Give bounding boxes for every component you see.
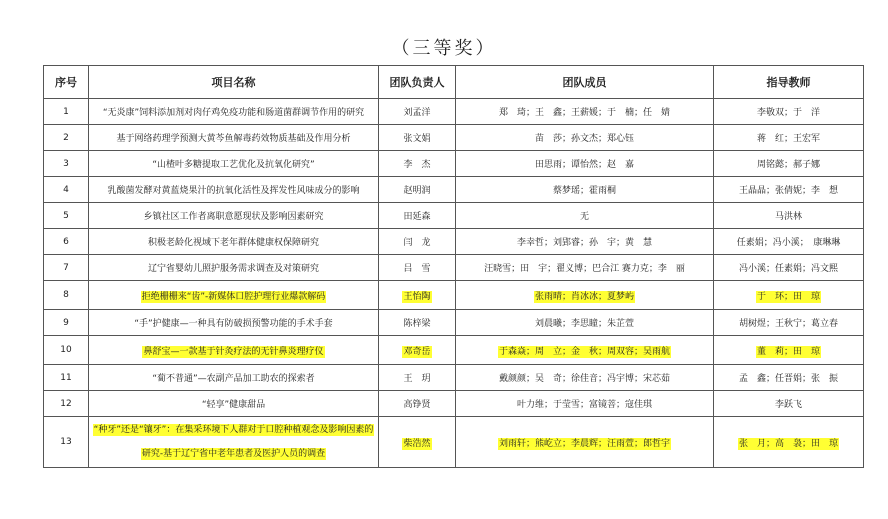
cell-teachers xyxy=(714,336,864,365)
cell-leader xyxy=(379,255,456,281)
header-leader: 团队负责人 xyxy=(379,66,456,99)
cell-members-text: 于森焱；周 立；金 秋；周双容；吴雨航 xyxy=(498,346,670,357)
cell-name-line2: 研究-基于辽宁省中老年患者及医护人员的调查 xyxy=(141,449,326,459)
cell-members-text: 汪晓雪；田 宇；翟义博；巴合江 赛力克；李 丽 xyxy=(484,264,685,274)
cell-teachers xyxy=(714,151,864,177)
cell-name-text: 辽宁省婴幼儿照护服务需求调查及对策研究 xyxy=(147,264,319,274)
cell-members-text: 田思雨；谭怡然；赵 嘉 xyxy=(534,160,634,170)
cell-name xyxy=(89,203,379,229)
cell-seq-text: 2 xyxy=(63,132,69,143)
cell-seq xyxy=(44,391,89,417)
cell-leader xyxy=(379,229,456,255)
cell-members-text: 李幸哲；刘郢睿；孙 宇；黄 慧 xyxy=(516,238,652,248)
cell-name xyxy=(89,255,379,281)
cell-members-text: 刘晨曦；李思瞳；朱芷萱 xyxy=(534,319,634,329)
cell-teachers-text: 蒋 红；王宏军 xyxy=(756,134,820,144)
cell-members-text: 无 xyxy=(579,212,589,222)
cell-teachers xyxy=(714,310,864,336)
cell-teachers xyxy=(714,99,864,125)
cell-seq xyxy=(44,281,89,310)
cell-leader-text: 王怡陶 xyxy=(403,291,431,302)
cell-seq xyxy=(44,310,89,336)
cell-name xyxy=(89,177,379,203)
cell-leader xyxy=(379,281,456,310)
cell-seq-text: 4 xyxy=(63,184,69,195)
cell-members xyxy=(456,281,714,310)
cell-name xyxy=(89,99,379,125)
cell-teachers xyxy=(714,255,864,281)
cell-members-text: 刘雨轩；熊屹立；李晨辉；汪雨萱；郎哲宇 xyxy=(498,438,670,449)
cell-leader-text: 高铮贤 xyxy=(403,400,431,410)
cell-seq xyxy=(44,203,89,229)
cell-teachers-text: 冯小溪；任素娟；冯文熙 xyxy=(738,264,838,274)
cell-members-text: 叶力维；于莹雪；富镜菩；寇佳琪 xyxy=(516,400,652,410)
cell-members xyxy=(456,417,714,468)
cell-teachers xyxy=(714,365,864,391)
cell-members xyxy=(456,151,714,177)
cell-leader xyxy=(379,203,456,229)
table-row xyxy=(44,417,864,468)
cell-seq xyxy=(44,229,89,255)
cell-leader-text: 张文娟 xyxy=(403,134,431,144)
table-row xyxy=(44,336,864,365)
cell-teachers-text: 周铭懿；郝子娜 xyxy=(756,160,820,170)
cell-name xyxy=(89,310,379,336)
cell-seq xyxy=(44,151,89,177)
cell-leader-text: 赵明润 xyxy=(403,186,431,196)
page-title: （三等奖） xyxy=(391,38,497,59)
cell-seq xyxy=(44,125,89,151)
cell-name-text: 积极老龄化视域下老年群体健康权保障研究 xyxy=(147,238,319,248)
cell-members xyxy=(456,99,714,125)
table-row xyxy=(44,391,864,417)
cell-name-text: “手”护健康—一种具有防破损预警功能的手术手套 xyxy=(134,319,333,329)
cell-teachers-text: 马洪林 xyxy=(774,212,802,222)
cell-name-text: 乳酸菌发酵对黄蓝烧果汁的抗氧化活性及挥发性风味成分的影响 xyxy=(107,186,360,196)
cell-leader xyxy=(379,125,456,151)
cell-teachers-text: 于 环；田 琼 xyxy=(756,291,820,302)
cell-name xyxy=(89,417,379,468)
cell-name xyxy=(89,151,379,177)
cell-teachers-text: 张 月；高 袅；田 琼 xyxy=(738,438,838,449)
cell-name xyxy=(89,229,379,255)
table-row xyxy=(44,203,864,229)
table-row xyxy=(44,365,864,391)
cell-leader xyxy=(379,177,456,203)
cell-teachers-text: 胡树煜；王秋宁；葛立春 xyxy=(738,319,838,329)
cell-teachers xyxy=(714,177,864,203)
header-row xyxy=(44,66,864,99)
award-table xyxy=(43,65,864,468)
header-name: 项目名称 xyxy=(89,66,379,99)
cell-leader-text: 田延森 xyxy=(403,212,431,222)
cell-seq-text: 9 xyxy=(63,317,69,328)
cell-leader xyxy=(379,151,456,177)
cell-seq-text: 10 xyxy=(60,345,72,355)
cell-members xyxy=(456,310,714,336)
cell-members-text: 郑 琦；王 鑫；王薪媛；于 楠；任 婧 xyxy=(498,108,670,118)
header-seq: 序号 xyxy=(44,66,89,99)
cell-name xyxy=(89,365,379,391)
cell-teachers-text: 任素娟；冯小溪； 康琳琳 xyxy=(736,238,841,248)
cell-members xyxy=(456,125,714,151)
cell-members-text: 戴颜颜；吴 奇；徐佳音；冯宇博；宋芯茹 xyxy=(498,374,670,384)
cell-seq-text: 5 xyxy=(63,210,69,221)
cell-name-text: “山楂叶多糖提取工艺优化及抗氧化研究” xyxy=(152,160,315,170)
cell-teachers xyxy=(714,281,864,310)
cell-name xyxy=(89,391,379,417)
cell-seq-text: 12 xyxy=(60,398,72,409)
cell-name-text: 拒绝栅栅来“齿”-新媒体口腔护理行业爆款解码 xyxy=(141,291,326,302)
cell-name xyxy=(89,125,379,151)
cell-teachers-text: 王晶晶；张倩妮；李 想 xyxy=(738,186,838,196)
cell-name-line1: “种牙”还是“镶牙”：在集采环境下人群对于口腔种植观念及影响因素的 xyxy=(93,425,374,435)
cell-leader-text: 闫 龙 xyxy=(403,238,431,248)
cell-members-text: 苗 莎；孙文杰；郑心钰 xyxy=(534,134,634,144)
cell-leader-text: 李 杰 xyxy=(403,160,431,170)
cell-seq xyxy=(44,336,89,365)
table-row xyxy=(44,310,864,336)
cell-members-text: 张雨晴；肖冰冰；夏梦屿 xyxy=(534,291,634,302)
cell-name xyxy=(89,336,379,365)
cell-name-text: 鼻舒宝—一款基于针灸疗法的无针鼻炎理疗仪 xyxy=(143,346,324,357)
cell-teachers-text: 李敬双；于 洋 xyxy=(756,108,820,118)
cell-seq-text: 11 xyxy=(60,372,72,383)
cell-members-text: 蔡梦瑶；霍雨桐 xyxy=(552,186,616,196)
cell-name-text: “无炎康”饲料添加剂对肉仔鸡免疫功能和肠道菌群调节作用的研究 xyxy=(102,108,365,118)
cell-leader-text: 陈梓梁 xyxy=(403,319,431,329)
cell-teachers-text: 李跃飞 xyxy=(774,400,802,410)
cell-leader xyxy=(379,99,456,125)
cell-seq-text: 3 xyxy=(63,158,69,169)
cell-leader xyxy=(379,365,456,391)
cell-seq xyxy=(44,255,89,281)
cell-teachers-text: 董 莉；田 琼 xyxy=(756,346,820,357)
cell-members xyxy=(456,229,714,255)
table-row xyxy=(44,255,864,281)
cell-seq xyxy=(44,365,89,391)
cell-teachers xyxy=(714,417,864,468)
cell-members xyxy=(456,365,714,391)
cell-leader-text: 柴浩然 xyxy=(403,438,431,449)
cell-teachers xyxy=(714,391,864,417)
table-row xyxy=(44,151,864,177)
table-row xyxy=(44,125,864,151)
cell-leader-text: 刘孟洋 xyxy=(403,108,431,118)
cell-leader xyxy=(379,417,456,468)
table-row xyxy=(44,99,864,125)
cell-name-text: 基于网络药理学预测大黄芩鱼解毒药效物质基础及作用分析 xyxy=(116,134,351,144)
cell-name-text: “轻享”健康甜品 xyxy=(201,400,266,410)
cell-members xyxy=(456,255,714,281)
cell-leader xyxy=(379,336,456,365)
cell-seq-text: 1 xyxy=(63,106,69,117)
table-row xyxy=(44,177,864,203)
cell-members xyxy=(456,177,714,203)
table-body xyxy=(44,99,864,468)
cell-teachers xyxy=(714,229,864,255)
cell-name-text: 乡镇社区工作者离职意愿现状及影响因素研究 xyxy=(143,212,324,222)
header-teachers: 指导教师 xyxy=(714,66,864,99)
cell-name xyxy=(89,281,379,310)
cell-leader-text: 邓奇岳 xyxy=(403,346,431,357)
cell-leader-text: 王 玥 xyxy=(403,374,431,384)
cell-seq: 13 xyxy=(44,417,89,468)
cell-leader-text: 吕 雪 xyxy=(403,264,431,274)
cell-name-text: “蔔不普通”—农副产品加工助农的探索者 xyxy=(152,374,315,384)
table-row xyxy=(44,229,864,255)
cell-seq xyxy=(44,177,89,203)
cell-teachers-text: 孟 鑫；任晋娟；张 振 xyxy=(738,374,838,384)
cell-seq-text: 7 xyxy=(63,262,69,273)
cell-members xyxy=(456,203,714,229)
cell-members xyxy=(456,391,714,417)
cell-members xyxy=(456,336,714,365)
cell-seq-text: 8 xyxy=(63,290,69,300)
header-members: 团队成员 xyxy=(456,66,714,99)
cell-seq xyxy=(44,99,89,125)
cell-leader xyxy=(379,391,456,417)
cell-seq-text: 6 xyxy=(63,236,69,247)
cell-leader xyxy=(379,310,456,336)
cell-teachers xyxy=(714,125,864,151)
cell-teachers xyxy=(714,203,864,229)
table-row xyxy=(44,281,864,310)
